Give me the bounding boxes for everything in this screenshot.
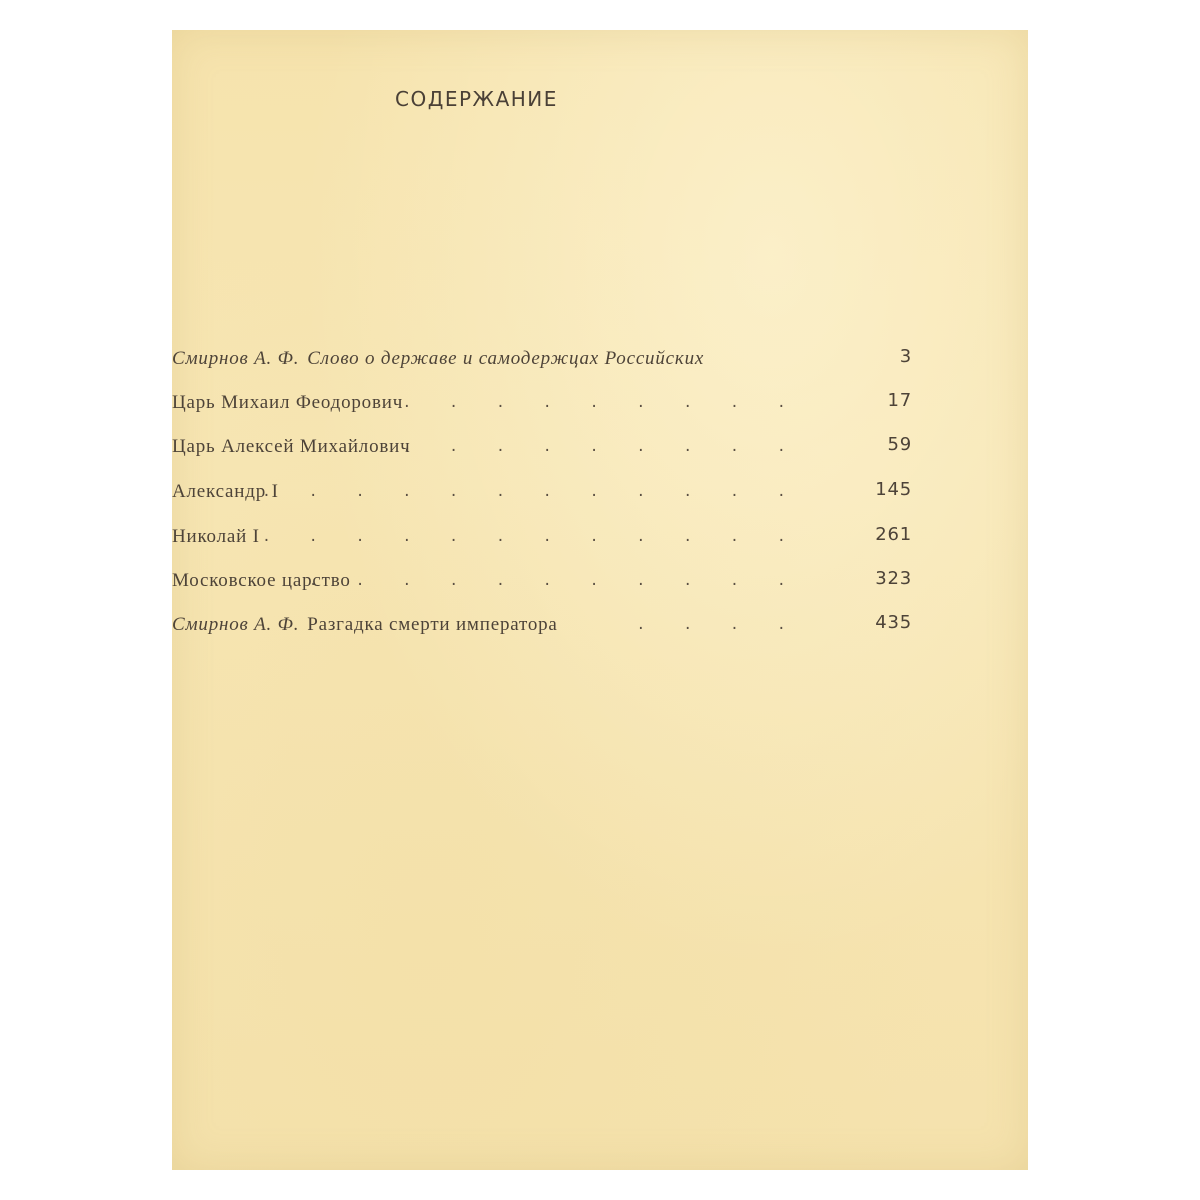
toc-leader-dots: . . . . . . . . . . . .: [263, 481, 802, 501]
toc-entry-text: [172, 481, 279, 503]
toc-title: Московское царство: [172, 570, 351, 591]
toc-title: Царь Михаил Феодорович: [172, 392, 404, 413]
toc-page-number: 17: [887, 390, 912, 411]
toc-entry-text: [172, 392, 403, 414]
toc-page-number: 3: [899, 346, 912, 367]
toc-leader-dots: . . . . . . . . . . .: [310, 570, 802, 590]
toc-entry: [172, 392, 912, 422]
toc-entry-text: [172, 348, 704, 370]
toc-entry: [172, 526, 912, 556]
toc-author: Смирнов А. Ф.: [172, 348, 300, 369]
toc-title: Слово о державе и самодержцах Российских: [307, 348, 705, 369]
toc-entry: [172, 481, 912, 511]
toc-page-number: 261: [875, 524, 912, 545]
toc-title: Разгадка смерти императора: [307, 614, 558, 635]
toc-entry-text: [172, 526, 260, 548]
toc-entry: [172, 348, 912, 378]
toc-page-number: 145: [875, 479, 912, 500]
toc-entry-text: [172, 614, 558, 636]
toc-page-number: 435: [875, 612, 912, 633]
toc-entry: [172, 614, 912, 644]
toc-leader-dots: . . . . . . . . . . . .: [263, 526, 802, 546]
toc-title: Александр I: [172, 481, 279, 502]
toc-author: Смирнов А. Ф.: [172, 614, 300, 635]
toc-entry-text: [172, 436, 410, 458]
toc-entry: [172, 436, 912, 466]
toc-title: Царь Алексей Михайлович: [172, 436, 411, 457]
toc-page-number: 59: [887, 434, 912, 455]
page-title: СОДЕРЖАНИЕ: [395, 87, 558, 111]
toc-leader-dots: . . . . . . . . .: [404, 392, 802, 412]
toc-title: Николай I: [172, 526, 260, 547]
toc-leader-dots: . . . . . . . . .: [404, 436, 802, 456]
toc-entry: [172, 570, 912, 600]
toc-page-number: 323: [875, 568, 912, 589]
book-page: [172, 30, 1028, 1170]
toc-leader-dots: . . . .: [638, 614, 802, 634]
